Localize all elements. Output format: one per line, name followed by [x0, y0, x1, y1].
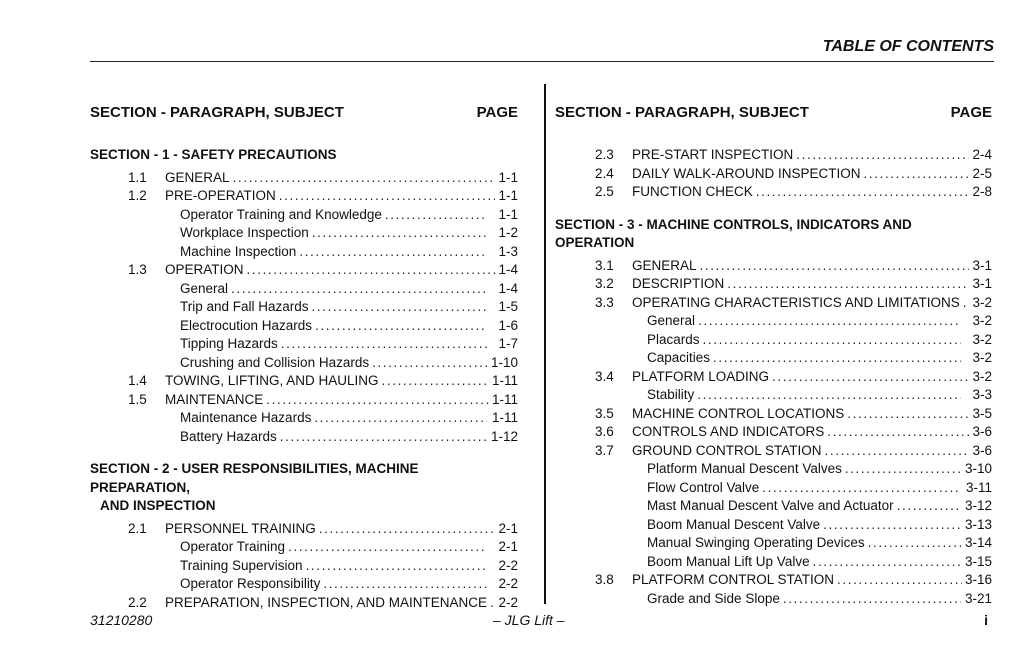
- toc-entry-page: 1-11: [491, 410, 518, 425]
- toc-entry[interactable]: [90, 206, 518, 225]
- toc-entry-page: 1-4: [498, 262, 518, 277]
- dot-leader: [247, 261, 496, 280]
- toc-entry-number: 2.2: [128, 594, 147, 610]
- toc-entry-page: 3-5: [972, 405, 992, 421]
- toc-entry-number: 2.4: [595, 165, 614, 181]
- toc-entry-page: 2-2: [498, 594, 518, 610]
- header-rule: [90, 61, 994, 62]
- dot-leader: [266, 391, 489, 410]
- dot-leader: [845, 460, 961, 479]
- dot-leader: [703, 331, 961, 350]
- toc-entry-label: DAILY WALK-AROUND INSPECTION: [632, 165, 861, 181]
- toc-entry-page: 3-6: [972, 442, 992, 458]
- dot-leader: [868, 534, 961, 553]
- toc-entry[interactable]: [555, 165, 992, 184]
- toc-entry-label: TOWING, LIFTING, AND HAULING: [165, 373, 379, 388]
- toc-entry[interactable]: [90, 557, 518, 576]
- toc-entry[interactable]: [555, 331, 992, 350]
- toc-entry-label: Boom Manual Descent Valve: [647, 516, 821, 532]
- toc-entry-page: 1-2: [498, 225, 518, 240]
- toc-entry-label: DESCRIPTION: [632, 276, 725, 291]
- dot-leader: [713, 349, 961, 368]
- toc-entry[interactable]: [555, 349, 992, 368]
- toc-entry-label: PREPARATION, INSPECTION, AND MAINTENANCE: [165, 594, 488, 610]
- toc-column-header: [555, 104, 992, 124]
- toc-entry-label: Maintenance Hazards: [180, 410, 312, 425]
- toc-entry-page: 1-3: [498, 243, 518, 259]
- dot-leader: [306, 557, 487, 576]
- subject-heading: SECTION - PARAGRAPH, SUBJECT: [555, 104, 809, 121]
- toc-entry-label: Battery Hazards: [180, 428, 277, 444]
- toc-entry-label: MACHINE CONTROL LOCATIONS: [632, 405, 845, 421]
- toc-entry-label: CONTROLS AND INDICATORS: [632, 424, 825, 439]
- toc-column-header: [90, 104, 518, 124]
- toc-entry-label: Platform Manual Descent Valves: [647, 461, 842, 476]
- toc-entry[interactable]: [90, 169, 518, 188]
- toc-entry-page: 3-13: [964, 516, 992, 532]
- toc-entry-label: PRE-OPERATION: [165, 188, 276, 203]
- toc-entry[interactable]: [90, 243, 518, 262]
- toc-entry[interactable]: [555, 294, 992, 313]
- toc-entry[interactable]: [90, 335, 518, 354]
- page-number: i: [984, 612, 988, 628]
- toc-entry-label: Machine Inspection: [180, 243, 297, 259]
- toc-entry-label: Workplace Inspection: [180, 225, 309, 240]
- toc-entry[interactable]: [90, 409, 518, 428]
- toc-entry-label: Operator Responsibility: [180, 576, 321, 591]
- dot-leader: [314, 409, 487, 428]
- dot-leader: [233, 169, 496, 188]
- toc-entry-label: Stability: [647, 387, 695, 402]
- toc-entry-page: 1-10: [490, 354, 518, 370]
- toc-entry-page: 1-1: [498, 188, 518, 203]
- dot-leader: [698, 312, 961, 331]
- toc-entry-page: 1-11: [491, 391, 518, 407]
- toc-entry-page: 2-2: [498, 576, 518, 591]
- toc-list: [90, 520, 518, 613]
- toc-entry[interactable]: [555, 571, 992, 590]
- toc-entry-page: 2-2: [498, 557, 518, 573]
- dot-leader: [280, 428, 487, 447]
- toc-entry-page: 3-12: [964, 498, 992, 513]
- toc-entry-number: 3.6: [595, 424, 614, 439]
- dot-leader: [299, 243, 487, 262]
- toc-entry[interactable]: [555, 423, 992, 442]
- document-number: 31210280: [90, 612, 153, 628]
- toc-entry-number: 3.7: [595, 442, 614, 458]
- toc-entry-label: Grade and Side Slope: [647, 590, 780, 606]
- toc-entry[interactable]: [90, 317, 518, 336]
- dot-leader: [288, 538, 487, 557]
- toc-entry-number: 2.3: [595, 147, 614, 162]
- toc-entry-page: 1-6: [498, 317, 518, 333]
- dot-leader: [756, 183, 970, 202]
- toc-entry-page: 2-5: [972, 165, 992, 181]
- toc-entry-label: GENERAL: [165, 169, 230, 185]
- toc-entry[interactable]: [90, 261, 518, 280]
- toc-entry-label: Training Supervision: [180, 557, 303, 573]
- dot-leader: [279, 187, 496, 206]
- toc-entry[interactable]: [90, 372, 518, 391]
- toc-entry[interactable]: [555, 590, 992, 609]
- dot-leader: [231, 280, 487, 299]
- dot-leader: [382, 372, 489, 391]
- toc-entry-number: 1.2: [128, 188, 147, 203]
- dot-leader: [762, 479, 961, 498]
- toc-entry-number: 1.3: [128, 262, 147, 277]
- toc-entry-page: 3-11: [965, 479, 992, 495]
- toc-entry[interactable]: [90, 280, 518, 299]
- toc-left-column: [90, 104, 518, 612]
- dot-leader: [490, 594, 495, 613]
- toc-entry[interactable]: [90, 594, 518, 613]
- toc-entry-label: OPERATION: [165, 262, 244, 277]
- toc-entry[interactable]: [90, 391, 518, 410]
- toc-entry-label: Boom Manual Lift Up Valve: [647, 553, 810, 569]
- toc-list: [555, 257, 992, 609]
- toc-entry-label: Electrocution Hazards: [180, 317, 313, 333]
- subject-heading: SECTION - PARAGRAPH, SUBJECT: [90, 104, 344, 121]
- section-2-title-line2: AND INSPECTION: [100, 498, 216, 513]
- toc-entry-page: 3-2: [972, 350, 992, 365]
- toc-entry-page: 3-2: [972, 331, 992, 347]
- toc-right-column: [555, 104, 992, 608]
- toc-entry[interactable]: [90, 354, 518, 373]
- dot-leader: [323, 575, 487, 594]
- section-2-title-line1: SECTION - 2 - USER RESPONSIBILITIES, MACHINE PREPARATION,: [90, 461, 419, 495]
- toc-entry-page: 1-1: [498, 169, 518, 185]
- page-title: TABLE OF CONTENTS: [822, 38, 994, 55]
- toc-entry-label: PLATFORM LOADING: [632, 368, 770, 384]
- toc-entry[interactable]: [90, 575, 518, 594]
- dot-leader: [864, 165, 970, 184]
- toc-entry[interactable]: [555, 368, 992, 387]
- dot-leader: [823, 516, 961, 535]
- toc-entry-label: PERSONNEL TRAINING: [165, 520, 316, 536]
- column-divider: [544, 84, 546, 604]
- toc-entry-page: 1-11: [491, 373, 518, 388]
- toc-entry-label: Operator Training: [180, 539, 286, 554]
- toc-entry[interactable]: [555, 146, 992, 165]
- dot-leader: [963, 294, 970, 313]
- toc-entry-number: 1.1: [128, 169, 147, 185]
- dot-leader: [312, 298, 487, 317]
- dot-leader: [837, 571, 962, 590]
- toc-entry-page: 1-12: [490, 428, 518, 444]
- toc-entry-page: 2-1: [498, 520, 518, 536]
- dot-leader: [697, 386, 961, 405]
- toc-entry[interactable]: [555, 312, 992, 331]
- toc-list: [90, 169, 518, 447]
- toc-entry[interactable]: [555, 442, 992, 461]
- dot-leader: [847, 405, 969, 424]
- toc-entry[interactable]: [90, 224, 518, 243]
- toc-entry[interactable]: [555, 534, 992, 553]
- toc-entry[interactable]: [555, 275, 992, 294]
- toc-entry[interactable]: [555, 386, 992, 405]
- dot-leader: [727, 275, 969, 294]
- dot-leader: [783, 590, 961, 609]
- dot-leader: [772, 368, 969, 387]
- toc-entry-number: 3.8: [595, 572, 614, 587]
- toc-entry-number: 3.2: [595, 276, 614, 291]
- toc-entry-label: GROUND CONTROL STATION: [632, 442, 822, 458]
- toc-entry-page: 3-1: [972, 257, 992, 273]
- toc-entry-page: 1-7: [498, 336, 518, 351]
- dot-leader: [372, 354, 487, 373]
- toc-entry-label: Flow Control Valve: [647, 479, 760, 495]
- section-3-title[interactable]: SECTION - 3 - MACHINE CONTROLS, INDICATORS AND OPERATION: [555, 216, 912, 250]
- dot-leader: [796, 146, 969, 165]
- toc-entry-number: 2.5: [595, 184, 614, 199]
- toc-entry-page: 3-2: [972, 294, 992, 310]
- toc-entry-label: PLATFORM CONTROL STATION: [632, 572, 835, 587]
- dot-leader: [315, 317, 487, 336]
- toc-entry-number: 1.5: [128, 391, 147, 407]
- toc-entry[interactable]: [555, 553, 992, 572]
- toc-entry-label: Manual Swinging Operating Devices: [647, 535, 865, 550]
- toc-entry[interactable]: [555, 516, 992, 535]
- section-1-title[interactable]: SECTION - 1 - SAFETY PRECAUTIONS: [90, 147, 337, 162]
- toc-entry-label: GENERAL: [632, 257, 697, 273]
- toc-entry-page: 3-3: [972, 387, 992, 402]
- toc-entry-page: 2-4: [972, 147, 992, 162]
- toc-entry[interactable]: [90, 298, 518, 317]
- toc-entry-label: FUNCTION CHECK: [632, 184, 753, 199]
- toc-entry-page: 2-8: [972, 184, 992, 199]
- toc-entry-page: 3-15: [964, 553, 992, 569]
- toc-entry-page: 3-1: [972, 276, 992, 291]
- dot-leader: [827, 423, 969, 442]
- dot-leader: [897, 497, 961, 516]
- toc-entry-label: Capacities: [647, 350, 711, 365]
- toc-entry-page: 3-2: [972, 313, 992, 328]
- toc-entry-number: 1.4: [128, 373, 147, 388]
- toc-entry[interactable]: [555, 497, 992, 516]
- toc-entry-page: 1-5: [498, 299, 518, 314]
- toc-entry-label: Trip and Fall Hazards: [180, 299, 309, 314]
- toc-entry-number: 3.1: [595, 257, 614, 273]
- toc-entry[interactable]: [90, 520, 518, 539]
- toc-entry[interactable]: [555, 460, 992, 479]
- toc-list: [555, 146, 992, 202]
- toc-entry-label: General: [180, 280, 229, 296]
- toc-entry[interactable]: [90, 187, 518, 206]
- toc-entry-page: 3-14: [964, 535, 992, 550]
- dot-leader: [312, 224, 487, 243]
- toc-entry-number: 3.4: [595, 368, 614, 384]
- page-heading: PAGE: [476, 104, 518, 121]
- toc-entry-page: 3-2: [972, 368, 992, 384]
- toc-entry-page: 1-1: [498, 206, 518, 222]
- toc-entry[interactable]: [90, 538, 518, 557]
- dot-leader: [700, 257, 970, 276]
- toc-entry-label: Crushing and Collision Hazards: [180, 354, 370, 370]
- toc-entry-page: 2-1: [498, 539, 518, 554]
- toc-entry-label: Mast Manual Descent Valve and Actuator: [647, 498, 894, 513]
- dot-leader: [825, 442, 970, 461]
- toc-entry[interactable]: [90, 428, 518, 447]
- toc-entry[interactable]: [555, 183, 992, 202]
- section-2-title[interactable]: [90, 460, 518, 516]
- toc-entry-label: OPERATING CHARACTERISTICS AND LIMITATIONS: [632, 294, 960, 310]
- toc-entry-label: Placards: [647, 331, 700, 347]
- toc-entry-label: PRE-START INSPECTION: [632, 147, 794, 162]
- page-heading: PAGE: [950, 104, 992, 121]
- toc-entry-number: 3.3: [595, 294, 614, 310]
- toc-entry-label: General: [647, 313, 696, 328]
- toc-entry-page: 3-21: [964, 590, 992, 606]
- toc-entry-label: Tipping Hazards: [180, 336, 278, 351]
- toc-entry-number: 2.1: [128, 520, 147, 536]
- dot-leader: [319, 520, 496, 539]
- toc-entry-label: MAINTENANCE: [165, 391, 264, 407]
- toc-entry-page: 3-16: [964, 572, 992, 587]
- toc-entry-page: 1-4: [498, 280, 518, 296]
- footer-brand: – JLG Lift –: [493, 612, 565, 628]
- toc-entry[interactable]: [555, 405, 992, 424]
- toc-entry-number: 3.5: [595, 405, 614, 421]
- toc-entry-page: 3-6: [972, 424, 992, 439]
- dot-leader: [813, 553, 961, 572]
- dot-leader: [281, 335, 487, 354]
- toc-entry-page: 3-10: [964, 461, 992, 476]
- toc-entry[interactable]: [555, 479, 992, 498]
- toc-entry[interactable]: [555, 257, 992, 276]
- dot-leader: [385, 206, 487, 225]
- toc-entry-label: Operator Training and Knowledge: [180, 206, 382, 222]
